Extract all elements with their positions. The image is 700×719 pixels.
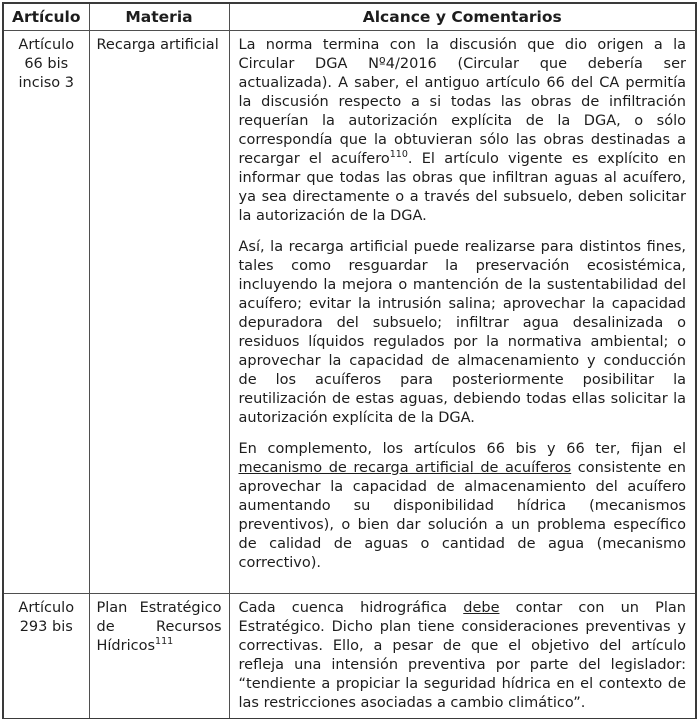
table-row	[3, 594, 696, 719]
commentary-paragraph: En complemento, los artículos 66 bis y 66 ter, fijan el mecanismo de recarga artificial de acuíferos consistente en aprovechar la capacidad de almacenamiento del acuífero aumentando su disponibilidad hídrica (mecanismos preventivos), o bien dar solución a un problema específico de calidad de aguas o cantidad de agua (mecanismo correctivo).	[238, 441, 686, 572]
cell-materia: Plan Estratégico de Recursos Hídricos$^{111}$	[89, 594, 229, 719]
cell-articulo: Artículo 66 bis inciso 3	[3, 31, 89, 594]
column-header-articulo: Artículo	[3, 3, 89, 31]
commentary-paragraph: Así, la recarga artificial puede realizarse para distintos fines, tales como resguardar la preservación ecosistémica, incluyendo la mejora o mantención de la sustentabilidad del acuífero; evitar la intrusión salina; aprovechar la capacidad depuradora del subsuelo; infiltrar agua desalinizada o residuos líquidos regulados por la normativa ambiental; o aprovechar la capacidad de almacenamiento y conducción de los acuíferos para posteriormente posibilitar la reutilización de estas aguas, debiendo todas ellas solicitar la autorización explícita de la DGA.	[238, 239, 686, 427]
cell-comentarios	[229, 594, 696, 719]
commentary-paragraph: Cada cuenca hidrográfica debe contar con un Plan Estratégico. Dicho plan tiene consideraciones preventivas y correctivas. Ello, a pesar de que el objetivo del artículo refleja una intensión preventiva por parte del legislador: “tendiente a propiciar la seguridad hídrica en el contexto de las restricciones asociadas a cambio climático”.	[238, 600, 686, 712]
header-row	[3, 3, 696, 31]
legal-commentary-table	[2, 2, 697, 719]
cell-articulo: Artículo 293 bis	[3, 594, 89, 719]
commentary-paragraph: La norma termina con la discusión que dio origen a la Circular DGA Nº4/2016 (Circular que debería ser actualizada). A saber, el antiguo artículo 66 del CA permitía la discusión respecto a si todas las obras de infiltración requerían la autorización explícita de la DGA, o sólo correspondía que la obtuvieran sólo las obras destinadas a recargar el acuífero$^{110}$. El artículo vigente es explícito en informar que todas las obras que infiltran aguas al acuífero, ya sea directamente o a través del subsuelo, deben solicitar la autorización de la DGA.	[238, 37, 686, 225]
column-header-alcance-comentarios: Alcance y Comentarios	[229, 3, 696, 31]
column-header-materia: Materia	[89, 3, 229, 31]
cell-comentarios	[229, 31, 696, 594]
table-row	[3, 31, 696, 594]
cell-materia: Recarga artificial	[89, 31, 229, 594]
